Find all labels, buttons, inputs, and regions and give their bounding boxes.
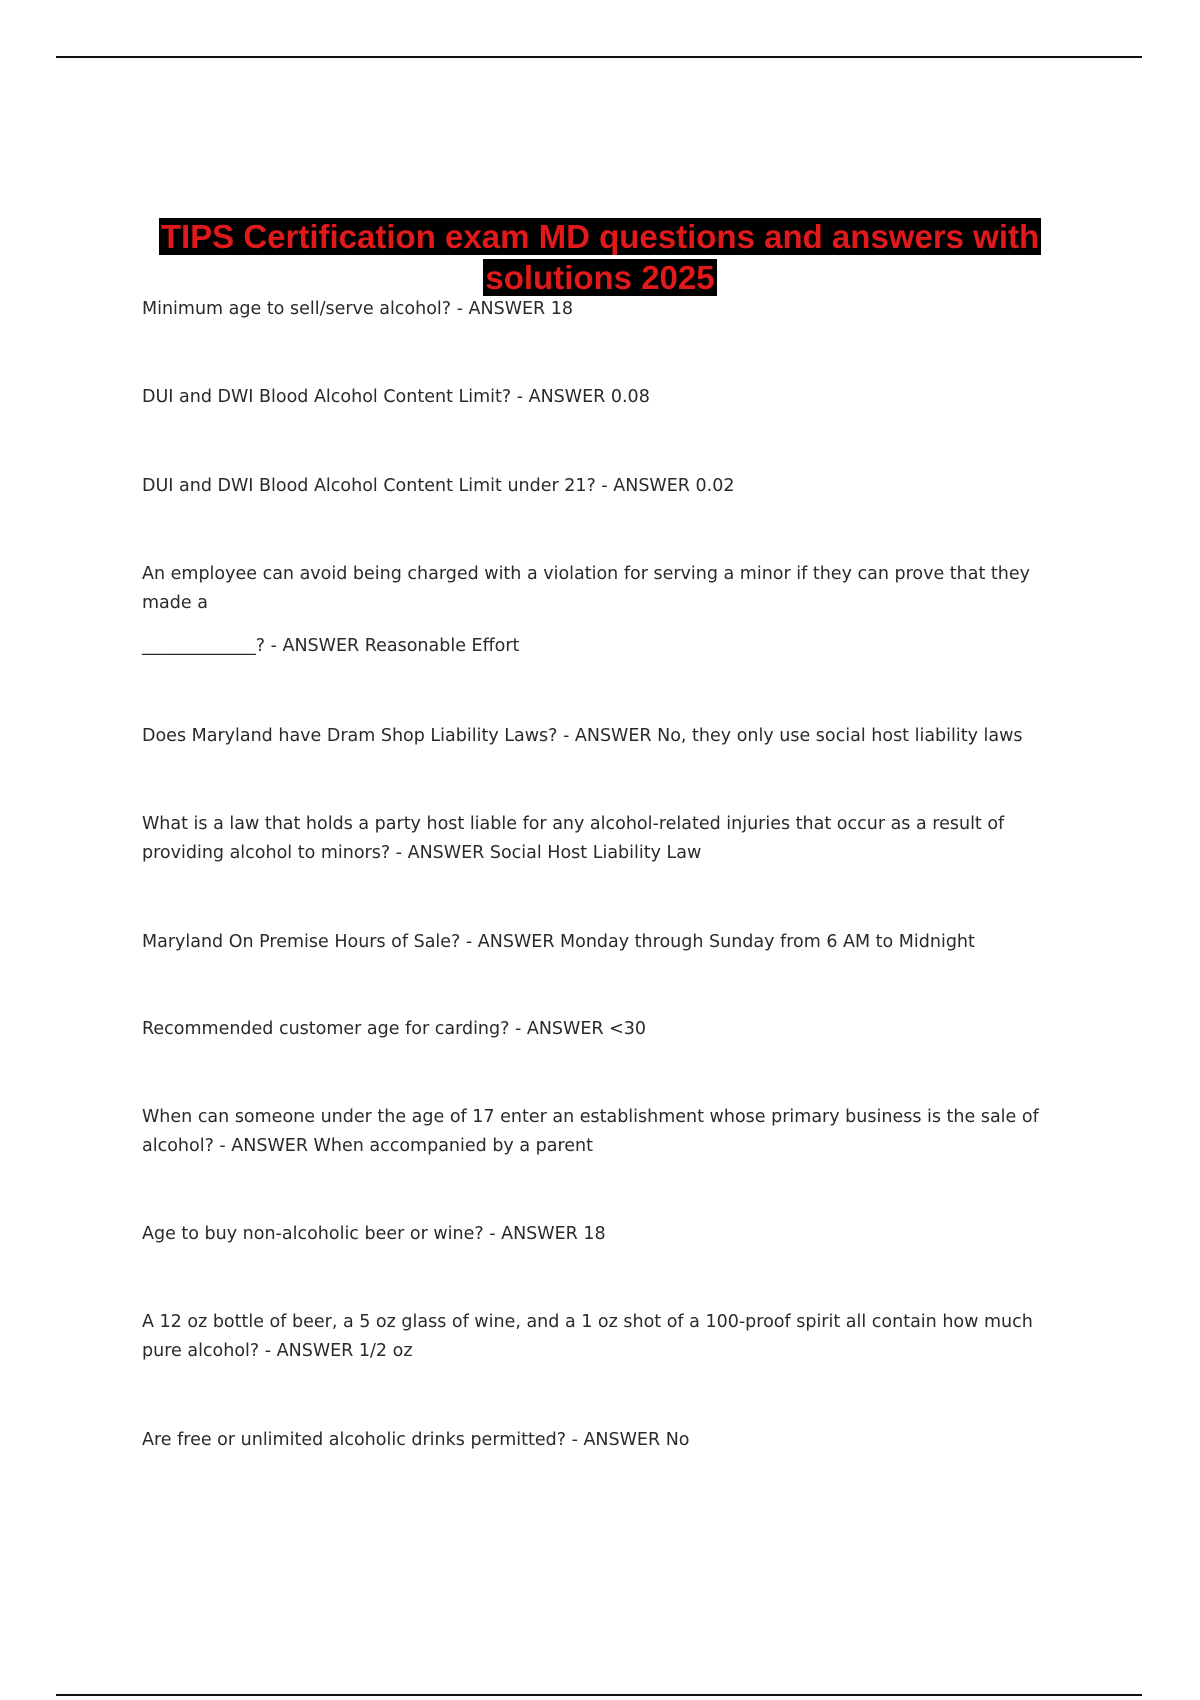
qa-item-1: Minimum age to sell/serve alcohol? - ANSWER 18 [142,299,574,319]
qa-item-12: Are free or unlimited alcoholic drinks permitted? - ANSWER No [142,1430,690,1450]
qa-item-5: Does Maryland have Dram Shop Liability Laws? - ANSWER No, they only use social host liability laws [142,726,1023,746]
qa-item-10: Age to buy non-alcoholic beer or wine? - ANSWER 18 [142,1224,606,1244]
document-title [100,216,1100,298]
qa-item-9: When can someone under the age of 17 enter an establishment whose primary business is the sale of alcohol? - ANSWER When accompanied by a parent [142,1107,1039,1156]
qa-item-4-answer: _____________? - ANSWER Reasonable Effort [142,636,520,656]
bottom-rule [56,1694,1142,1696]
qa-item-6: What is a law that holds a party host liable for any alcohol-related injuries that occur as a result of providing alcohol to minors? - ANSWER Social Host Liability Law [142,814,1005,863]
qa-item-4-question: An employee can avoid being charged with a violation for serving a minor if they can prove that they made a [142,564,1030,613]
document-title-text: TIPS Certification exam MD questions and answers with solutions 2025 [160,218,1040,296]
qa-item-2: DUI and DWI Blood Alcohol Content Limit? - ANSWER 0.08 [142,387,650,407]
qa-item-3: DUI and DWI Blood Alcohol Content Limit under 21? - ANSWER 0.02 [142,476,735,496]
qa-item-11: A 12 oz bottle of beer, a 5 oz glass of wine, and a 1 oz shot of a 100-proof spirit all contain how much pure alcohol? - ANSWER 1/2 oz [142,1312,1033,1361]
top-rule [56,56,1142,58]
qa-item-8: Recommended customer age for carding? - ANSWER <30 [142,1019,647,1039]
qa-item-7: Maryland On Premise Hours of Sale? - ANSWER Monday through Sunday from 6 AM to Midnight [142,932,975,952]
